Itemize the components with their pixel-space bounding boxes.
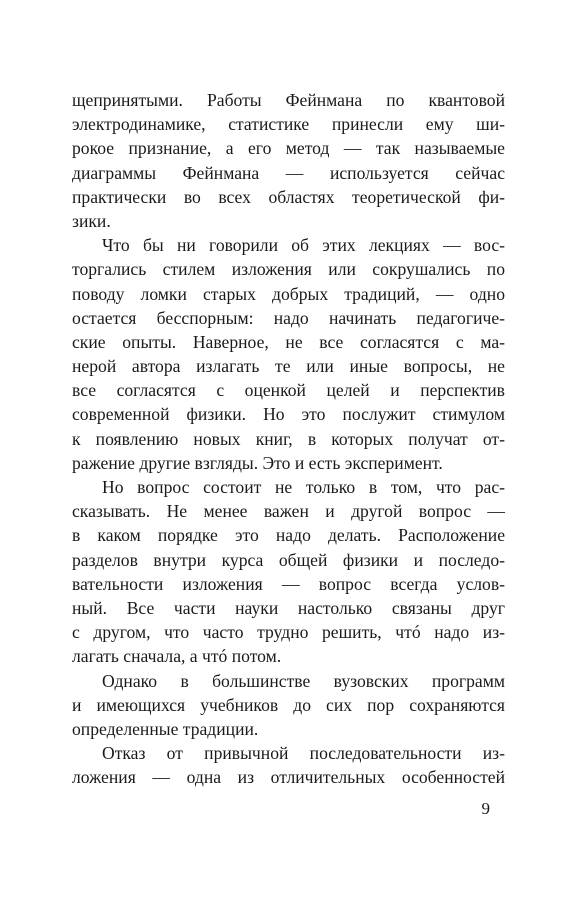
text-line: ный. Все части науки настолько связаны друг [72, 597, 505, 618]
text-line: современной физики. Но это послужит стимулом [72, 404, 505, 425]
text-line: рокое признание, а его метод — так называемые [72, 138, 505, 159]
text-line: ражение другие взгляды. Это и есть эксперимент. [72, 452, 443, 473]
text-line: ложения — одна из отличительных особенностей [72, 767, 505, 788]
text-line: электродинамике, статистике принесли ему ши- [72, 114, 505, 135]
page-number: 9 [481, 799, 490, 818]
text-line: диаграммы Фейнмана — используется сейчас [72, 162, 505, 183]
text-line: поводу ломки старых добрых традиций, — одно [72, 283, 505, 304]
text-line: практически во всех областях теоретической фи- [72, 186, 505, 207]
text-line: определенные традиции. [72, 718, 259, 739]
text-line: Отказ от привычной последовательности из- [102, 743, 505, 764]
text-line: нерой автора излагать те или иные вопросы, не [72, 356, 505, 377]
text-line: щепринятыми. Работы Фейнмана по квантовой [72, 90, 505, 110]
text-line: Но вопрос состоит не только в том, что рас- [102, 477, 505, 497]
text-line: ские опыты. Наверное, не все согласятся с ма- [72, 331, 505, 352]
text-line: торгались стилем изложения или сокрушались по [72, 259, 505, 280]
text-line: зики. [72, 210, 111, 231]
text-line: вательности изложения — вопрос всегда услов- [72, 573, 505, 594]
text-line: с другом, что часто трудно решить, чтó надо из- [72, 622, 505, 643]
text-line: разделов внутри курса общей физики и последо- [72, 549, 505, 570]
text-line: лагать сначала, а чтó потом. [72, 646, 282, 667]
text-line: сказывать. Не менее важен и другой вопрос — [72, 501, 505, 522]
text-line: остается бесспорным: надо начинать педагогиче- [72, 307, 505, 328]
text-line: в каком порядке это надо делать. Расположение [72, 525, 505, 546]
text-line: и имеющихся учебников до сих пор сохраняются [72, 694, 505, 715]
text-line: Что бы ни говорили об этих лекциях — вос- [102, 235, 505, 256]
body-text [72, 88, 505, 789]
text-line: Однако в большинстве вузовских программ [102, 670, 505, 691]
text-line: все согласятся с оценкой целей и перспектив [72, 380, 505, 401]
text-line: к появлению новых книг, в которых получат от- [72, 428, 505, 449]
